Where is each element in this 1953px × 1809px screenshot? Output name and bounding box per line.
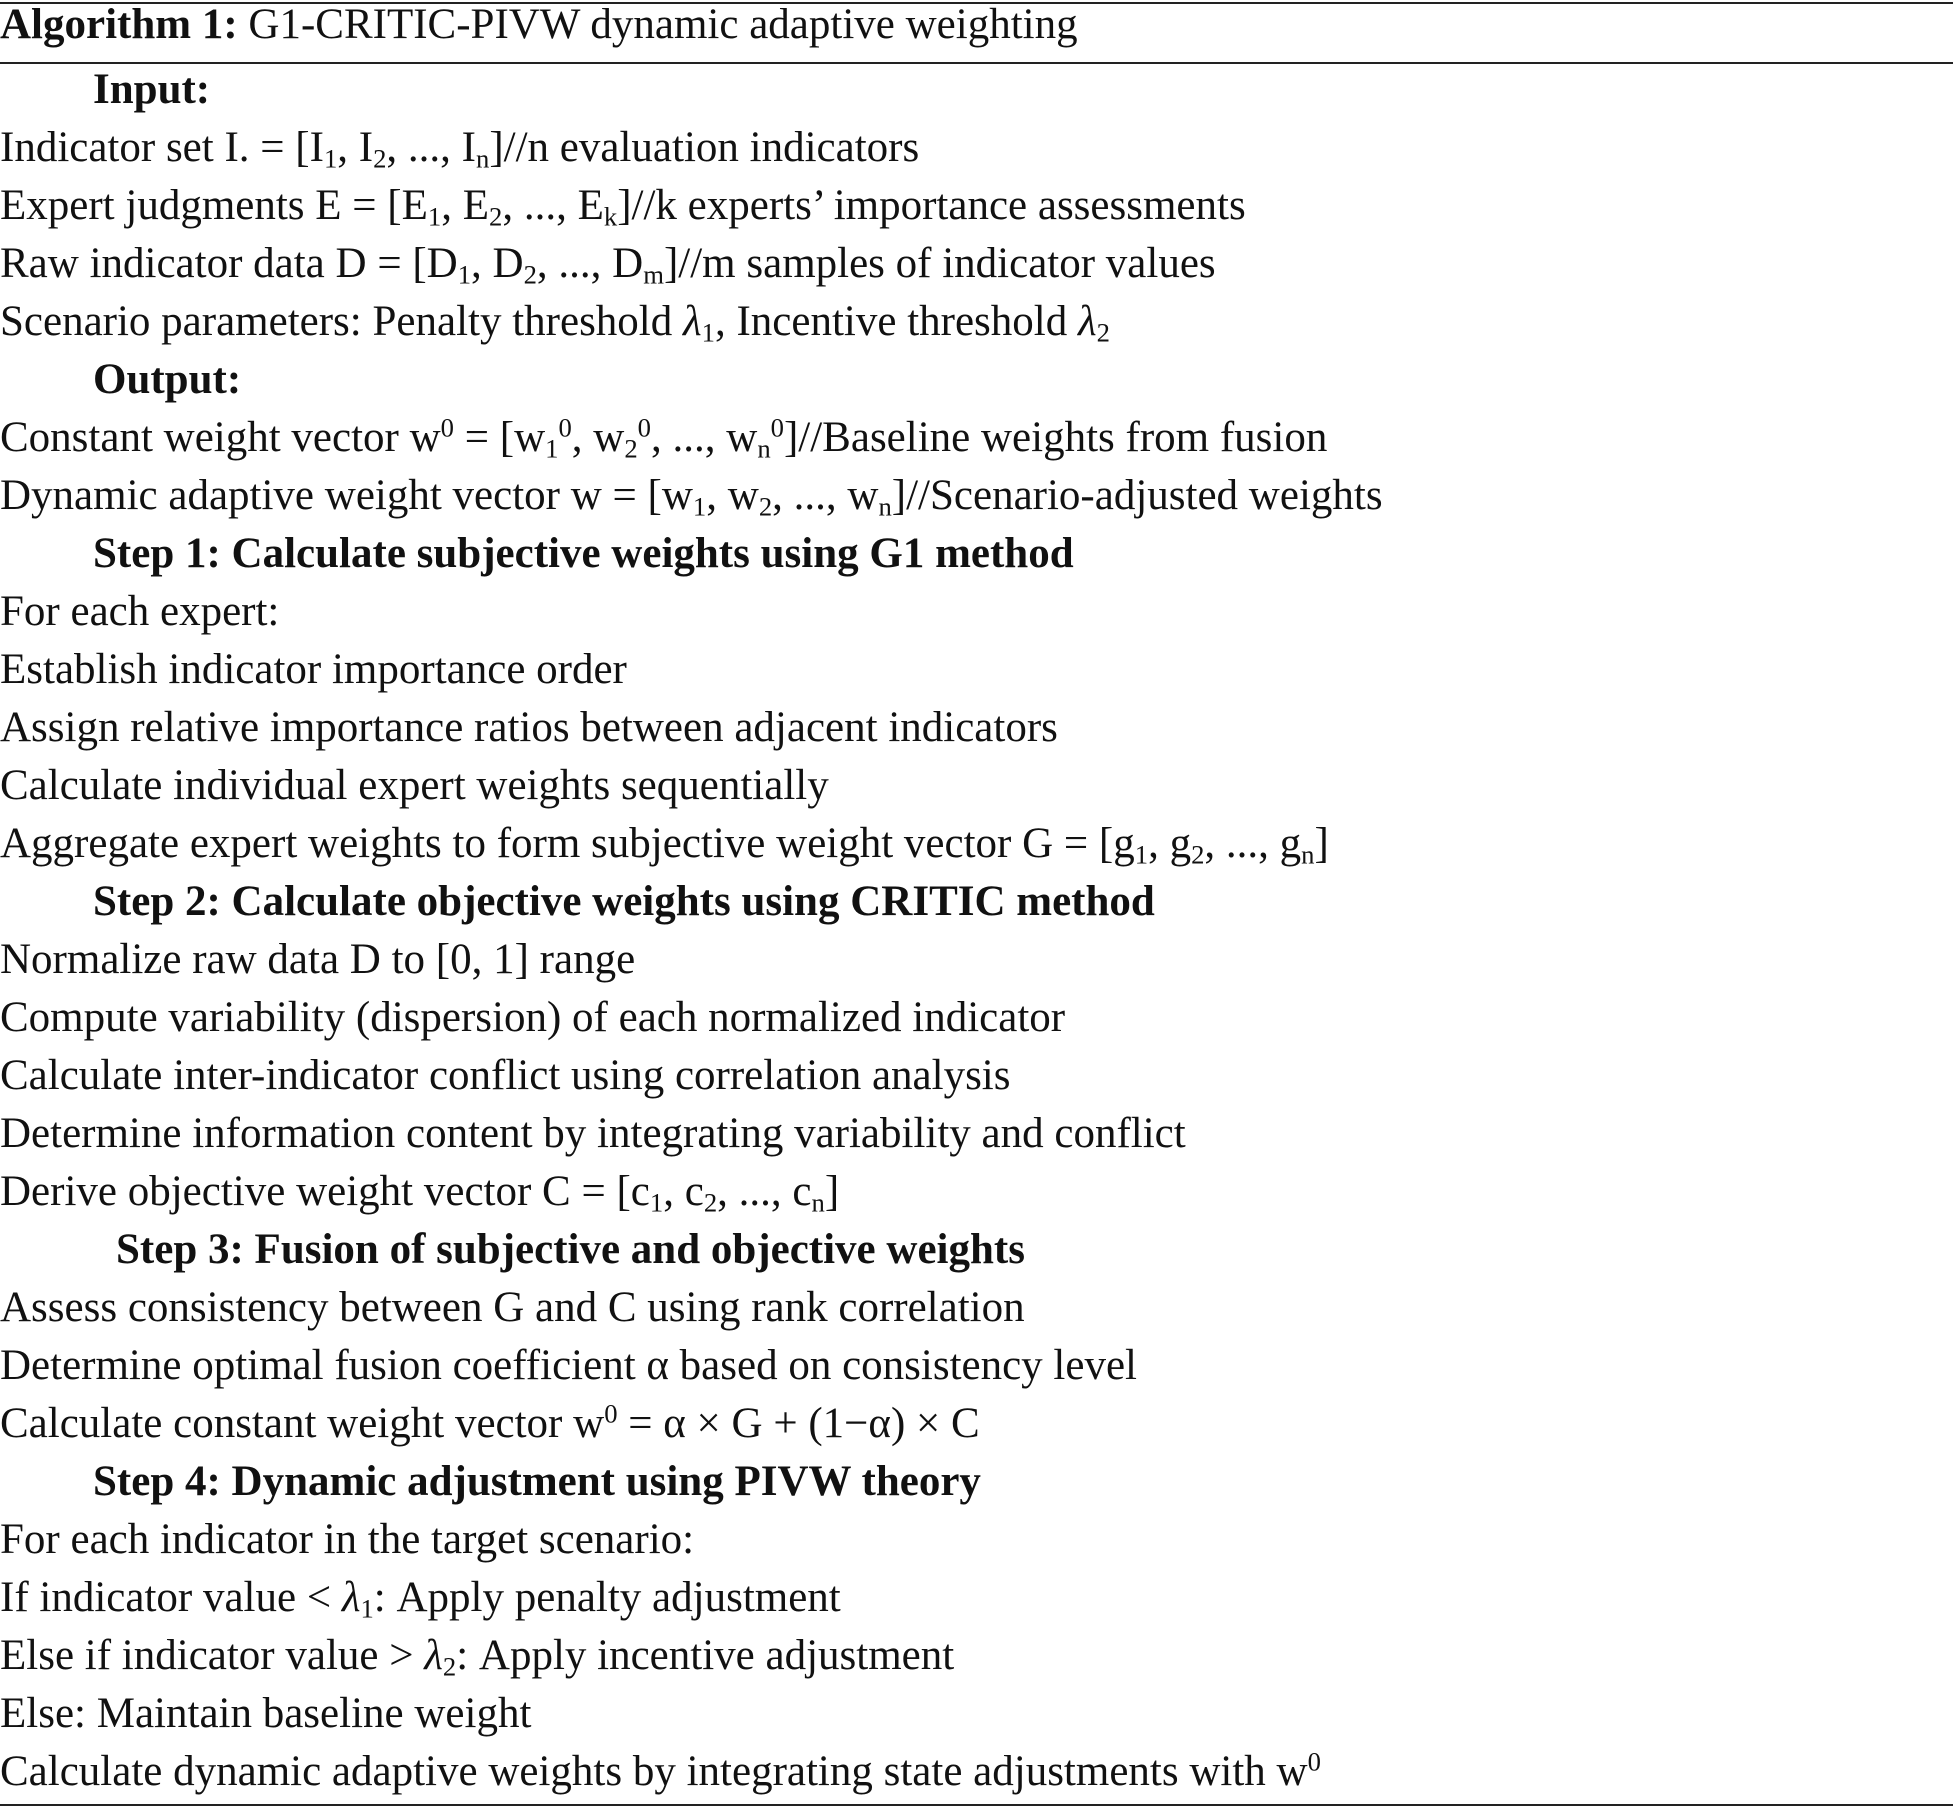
step1-line: Assign relative importance ratios between adjacent indicators [0, 704, 1058, 751]
input-indicator-set: Indicator set I. = [$I_1$, $I_2$, ..., $I_n]//n$ evaluation indicators [0, 124, 920, 174]
step1-heading: Step 1: Calculate subjective weights using G1 method [93, 530, 1074, 577]
step4-heading: Step 4: Dynamic adjustment using PIVW theory [93, 1458, 981, 1505]
output-heading: Output: [93, 356, 242, 403]
bottom-rule [0, 1804, 1953, 1806]
algorithm-label: Algorithm 1: [0, 1, 238, 48]
step4-incentive-line: Else if indicator value > $\lambda_2$: Apply incentive adjustment [0, 1632, 955, 1682]
step2-line: Determine information content by integrating variability and conflict [0, 1110, 1186, 1157]
algorithm-title [0, 0, 1078, 54]
step1-line: Establish indicator importance order [0, 646, 627, 693]
step4-line: Else: Maintain baseline weight [0, 1690, 532, 1737]
output-dynamic-weight: Dynamic adaptive weight vector $w = [w_1$, $w_2$, ..., $w_n]//Scenario$-adjusted weights [0, 472, 1383, 522]
step2-derive-line: Derive objective weight vector $C = [c_1$, $c_2$, ..., $c_n$] [0, 1168, 840, 1218]
step2-line: Calculate inter-indicator conflict using correlation analysis [0, 1052, 1011, 1099]
step3-calc-line: Calculate constant weight vector $w^0 = \alpha \times G + (1-\alpha) \times C$ [0, 1398, 980, 1447]
input-raw-data: Raw indicator data $D = [D_1$, $D_2$, ..., $D_m]//m$ samples of indicator values [0, 240, 1216, 290]
output-constant-weight: Constant weight vector $w^0 = [w_1^0$, $w_2^0$, ..., $w_n^0]/$/Baseline weights from fusion [0, 412, 1328, 464]
step3-line: Determine optimal fusion coefficient α based on consistency level [0, 1342, 1138, 1389]
step2-line: Normalize raw data D to [0, 1] range [0, 936, 636, 983]
step2-line: Compute variability (dispersion) of each normalized indicator [0, 994, 1066, 1041]
algorithm-name: G1-CRITIC-PIVW dynamic adaptive weighting [248, 1, 1078, 48]
step4-final-line: Calculate dynamic adaptive weights by integrating state adjustments with $w^0$ [0, 1746, 1321, 1795]
step3-line: Assess consistency between G and C using rank correlation [0, 1284, 1025, 1331]
step1-aggregate-line: Aggregate expert weights to form subjective weight vector $G = [g_1$, $g_2$, ..., $g_n$] [0, 820, 1329, 870]
step1-line: Calculate individual expert weights sequentially [0, 762, 829, 809]
input-expert-judgments: Expert judgments $E = [E_1$, $E_2$, ..., $E_k]//k$ experts’ importance assessments [0, 182, 1246, 232]
step1-line: For each expert: [0, 588, 280, 635]
header-rule [0, 62, 1953, 64]
step4-penalty-line: If indicator value < $\lambda_1$: Apply penalty adjustment [0, 1574, 841, 1624]
step4-line: For each indicator in the target scenario: [0, 1516, 695, 1563]
input-heading: Input: [93, 66, 211, 113]
step3-heading: Step 3: Fusion of subjective and objective weights [116, 1226, 1025, 1273]
step2-heading: Step 2: Calculate objective weights using CRITIC method [93, 878, 1155, 925]
input-scenario-parameters: Scenario parameters: Penalty threshold $\lambda_1$, Incentive threshold $\lambda_2$ [0, 298, 1110, 348]
